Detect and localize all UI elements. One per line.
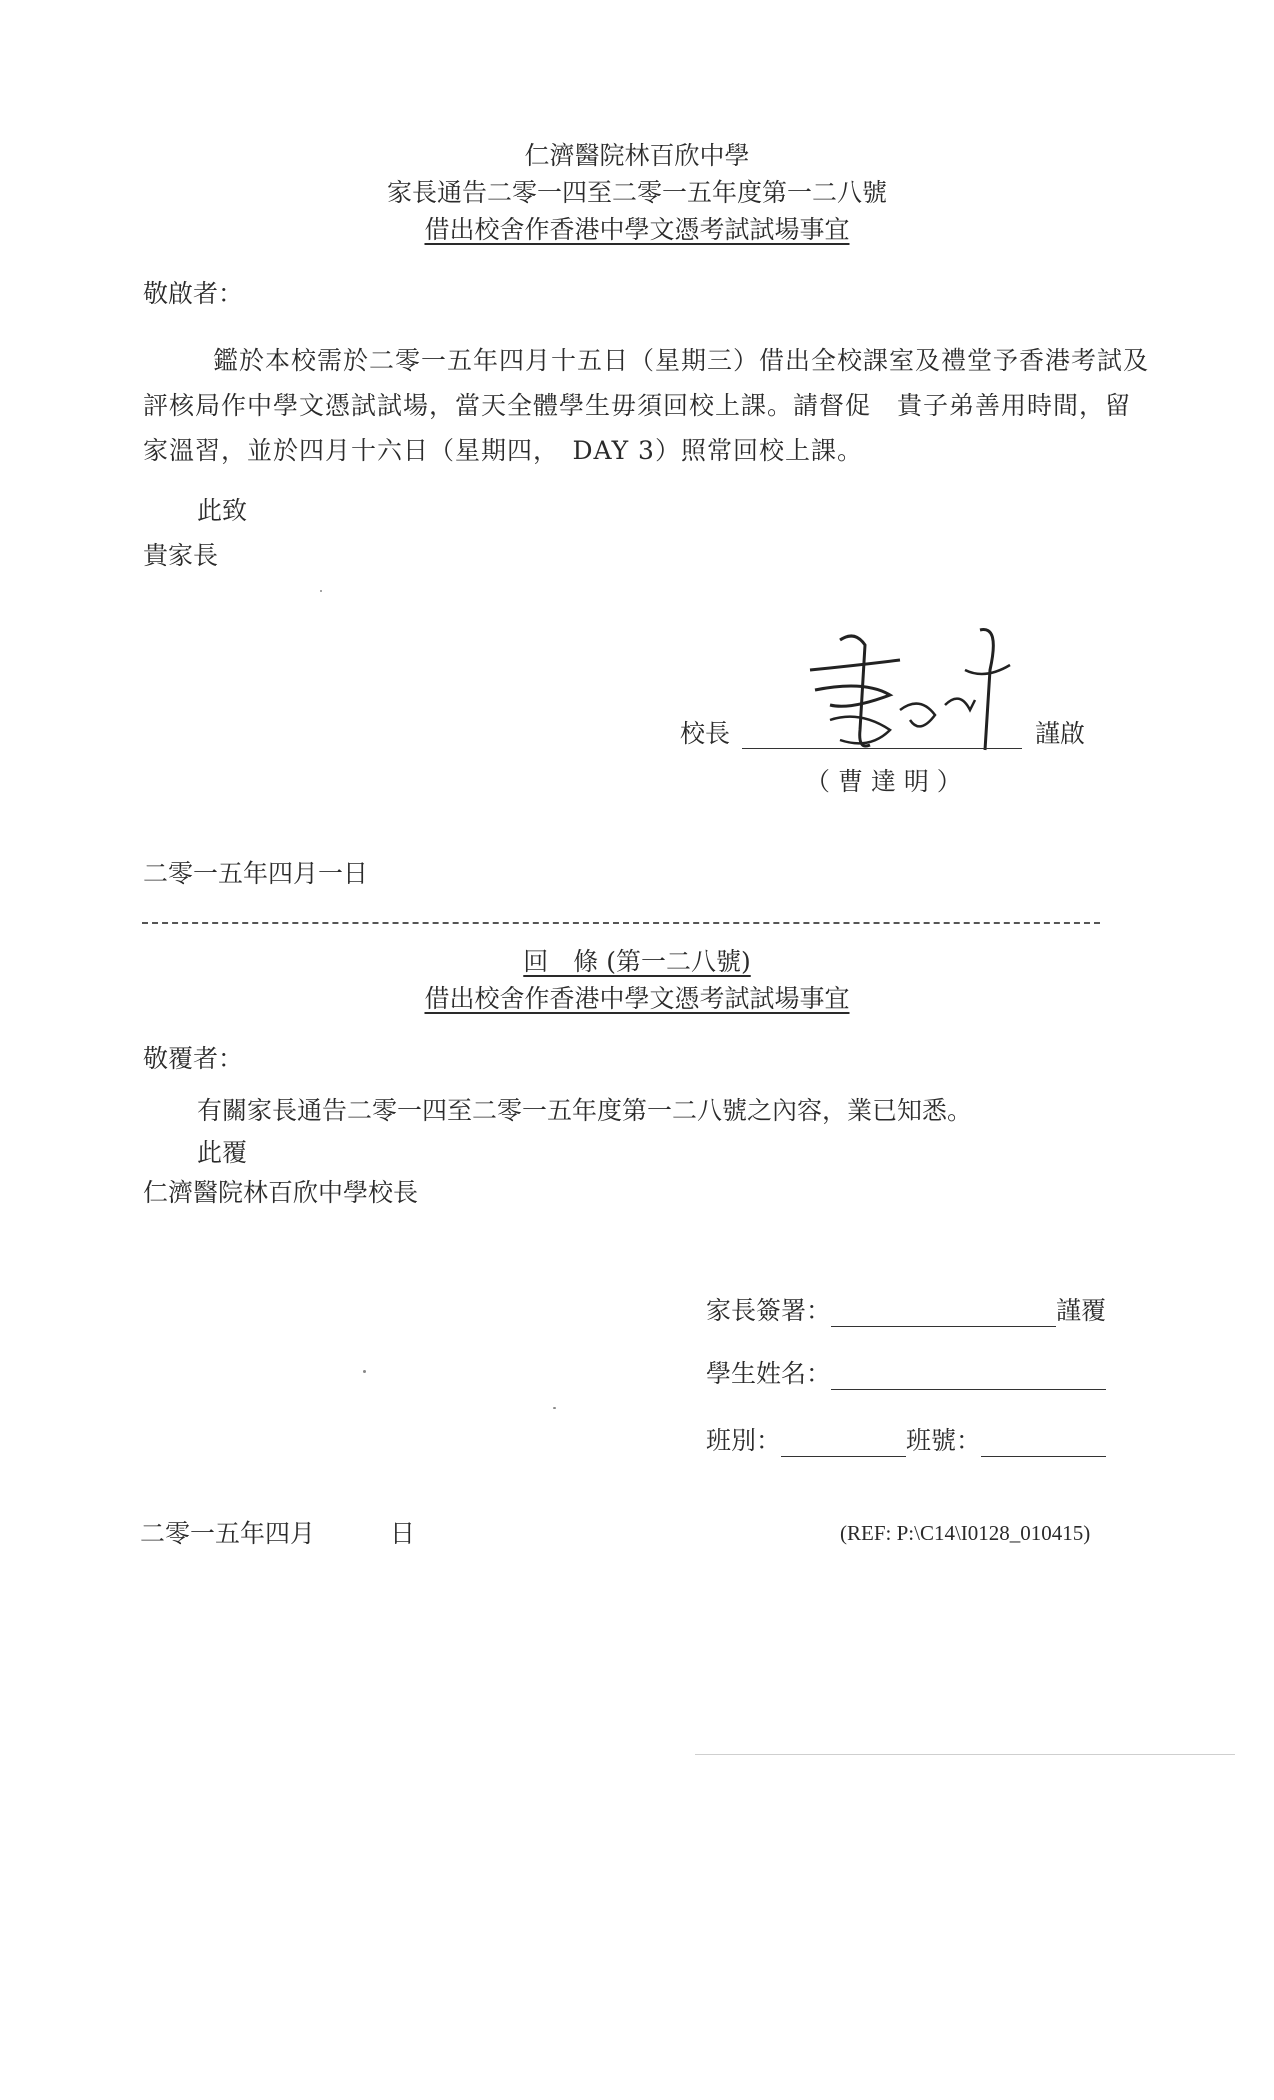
reply-addressee: 仁濟醫院林百欣中學校長 bbox=[143, 1178, 419, 1207]
body-line-3: 家溫習，並於四月十六日（星期四， DAY 3）照常回校上課。 bbox=[143, 436, 863, 465]
school-name: 仁濟醫院林百欣中學 bbox=[524, 141, 750, 170]
body-line-2: 評核局作中學文憑試試場，當天全體學生毋須回校上課。請督促 貴子弟善用時間，留 bbox=[143, 391, 1132, 420]
reply-word: 謹覆 bbox=[1056, 1296, 1107, 1325]
reply-closing: 此覆 bbox=[197, 1138, 248, 1167]
class-label: 班別： bbox=[706, 1426, 782, 1455]
reply-title bbox=[0, 946, 1274, 978]
salutation: 敬啟者： bbox=[143, 279, 244, 308]
reply-subject-text: 借出校舍作香港中學文憑考試試場事宜 bbox=[424, 984, 850, 1013]
scan-edge-line bbox=[695, 1754, 1235, 1755]
principal-signature bbox=[770, 610, 1040, 760]
scan-speck bbox=[320, 590, 322, 592]
class-number-label: 班號： bbox=[906, 1426, 982, 1455]
reply-salutation: 敬覆者： bbox=[143, 1044, 244, 1073]
respectfully: 謹啟 bbox=[1035, 719, 1086, 748]
scan-speck bbox=[553, 1407, 556, 1409]
reply-subject bbox=[0, 983, 1274, 1015]
cut-line bbox=[142, 922, 1100, 924]
class-field[interactable] bbox=[781, 1430, 906, 1457]
notice-subject bbox=[0, 214, 1274, 246]
reply-title-text: 回 條 (第一二八號) bbox=[523, 947, 751, 976]
parent-signature-field[interactable] bbox=[831, 1300, 1056, 1327]
principal-signature-line bbox=[742, 748, 1022, 749]
student-name-row bbox=[706, 1358, 1106, 1390]
reference-code: (REF: P:\C14\I0128_010415) bbox=[840, 1521, 1091, 1545]
student-name-field[interactable] bbox=[831, 1363, 1106, 1390]
notice-date: 二零一五年四月一日 bbox=[143, 859, 369, 888]
class-number-field[interactable] bbox=[981, 1430, 1106, 1457]
principal-name: （ 曹 達 明 ） bbox=[805, 767, 962, 796]
class-row bbox=[706, 1425, 1106, 1457]
student-name-label: 學生姓名： bbox=[706, 1359, 832, 1388]
notice-number: 家長通告二零一四至二零一五年度第一二八號 bbox=[386, 178, 887, 207]
closing: 此致 bbox=[197, 496, 248, 525]
parent-signature-row bbox=[706, 1295, 1106, 1327]
parent-signature-label: 家長簽署： bbox=[706, 1296, 832, 1325]
body-line-1: 鑑於本校需於二零一五年四月十五日（星期三）借出全校課室及禮堂予香港考試及 bbox=[213, 346, 1150, 375]
addressee: 貴家長 bbox=[143, 541, 219, 570]
scan-speck bbox=[363, 1370, 366, 1373]
reply-date: 二零一五年四月 日 bbox=[140, 1519, 416, 1548]
reply-body: 有關家長通告二零一四至二零一五年度第一二八號之內容，業已知悉。 bbox=[197, 1096, 973, 1125]
notice-subject-text: 借出校舍作香港中學文憑考試試場事宜 bbox=[424, 215, 850, 244]
principal-label: 校長 bbox=[680, 719, 731, 748]
